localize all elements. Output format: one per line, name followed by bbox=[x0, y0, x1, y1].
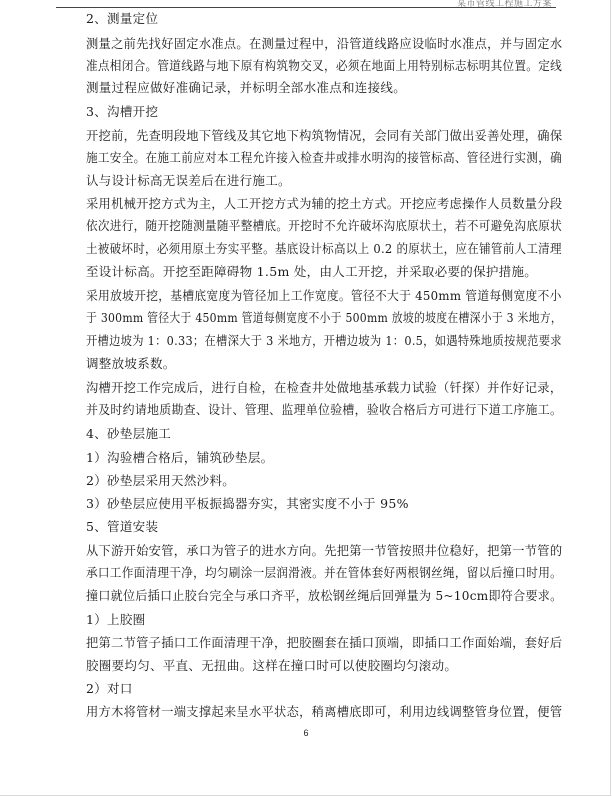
running-header: 某市管线工程施工方案 bbox=[456, 0, 552, 9]
list-item: 3）砂垫层应使用平板振捣器夯实，其密实度不小于 95% bbox=[86, 496, 409, 511]
paragraph-line: 准点相闭合。管道线路与地下原有构筑物交叉，必须在地面上用特别标志标明其位置。定线 bbox=[86, 58, 563, 73]
paragraph-line: 胶圈要均匀、平直、无扭曲。这样在撞口时可以使胶圈均匀滚动。 bbox=[86, 658, 458, 673]
paragraph-line: 测量过程应做好准确记录，并标明全部水准点和连接线。 bbox=[86, 80, 407, 95]
paragraph-line: 认与设计标高无误差后在进行施工。 bbox=[86, 173, 291, 188]
paragraph-line: 并及时约请地质勘查、设计、管理、监理单位验槽，验收合格后方可进行下道工序施工。 bbox=[86, 402, 563, 417]
paragraph-line: 从下游开始安管，承口为管子的进水方向。先把第一节管按照井位稳好，把第一节管的 bbox=[86, 543, 563, 558]
paragraph-line: 开槽边坡为 1：0.33；在槽深大于 3 米地方，开槽边坡为 1：0.5，如遇特殊地质按规范要求 bbox=[86, 333, 562, 348]
heading-trench: 3、沟槽开挖 bbox=[86, 104, 159, 119]
paragraph-line: 采用放坡开挖，基槽底宽度为管径加上工作宽度。管径不大于 450mm 管道每侧宽度不小 bbox=[86, 288, 562, 303]
paragraph-line: 沟槽开挖工作完成后，进行自检，在检查井处做地基承载力试验（钎探）并作好记录， bbox=[86, 380, 563, 395]
paragraph-line: 采用机械开挖方式为主，人工开挖方式为辅的挖土方式。开挖应考虑操作人员数量分段 bbox=[86, 196, 563, 211]
page-number: 6 bbox=[303, 728, 309, 738]
subheading-gasket: 1）上胶圈 bbox=[86, 612, 146, 627]
subheading-alignment: 2）对口 bbox=[86, 681, 133, 696]
list-item: 1）沟验槽合格后，铺筑砂垫层。 bbox=[86, 450, 274, 465]
paragraph-line: 施工安全。在施工前应对本工程允许接入检查井或排水明沟的接管标高、管径进行实测，确 bbox=[86, 150, 563, 165]
paragraph-line: 开挖前，先查明段地下管线及其它地下构筑物情况，会同有关部门做出妥善处理，确保 bbox=[86, 128, 563, 143]
heading-sand-bedding: 4、砂垫层施工 bbox=[86, 426, 172, 441]
paragraph-line: 撞口就位后插口止胶台完全与承口齐平，放松钢丝绳后回弹量为 5~10cm即符合要求。 bbox=[86, 588, 563, 603]
paragraph-line: 测量之前先找好固定水准点。在测量过程中，沿管道线路应设临时水准点，并与固定水 bbox=[86, 36, 563, 51]
heading-survey: 2、测量定位 bbox=[86, 11, 159, 26]
paragraph-line: 依次进行，随开挖随测量随平整槽底。开挖时不允许破坏沟底原状土，若不可避免沟底原状 bbox=[86, 218, 563, 233]
paragraph-line: 调整放坡系数。 bbox=[86, 356, 176, 371]
paragraph-line: 至设计标高。开挖至距障碍物 1.5m 处，由人工开挖，并采取必要的保护措施。 bbox=[86, 264, 538, 279]
paragraph-line: 承口工作面清理干净，均匀刷涂一层润滑液。并在管体套好两根钢丝绳，留以后撞口时用。 bbox=[86, 565, 563, 580]
paragraph-line: 于 300mm 管径大于 450mm 管道每侧宽度不小于 500mm 放坡的坡度在槽深小于 3 米地方， bbox=[86, 310, 563, 325]
paragraph-line: 用方木将管材一端支撑起来呈水平状态，稍离槽底即可，利用边线调整管身位置，便管 bbox=[86, 704, 563, 719]
paragraph-line: 土被破坏时，必须用原土夯实平整。基底设计标高以上 0.2 的原状土，应在铺管前人工清理 bbox=[86, 241, 562, 256]
heading-pipe-install: 5、管道安装 bbox=[86, 519, 159, 534]
paragraph-line: 把第二节管子插口工作面清理干净，把胶圈套在插口顶端，即插口工作面始端，套好后 bbox=[86, 635, 563, 650]
list-item: 2）砂垫层采用天然沙料。 bbox=[86, 473, 236, 488]
